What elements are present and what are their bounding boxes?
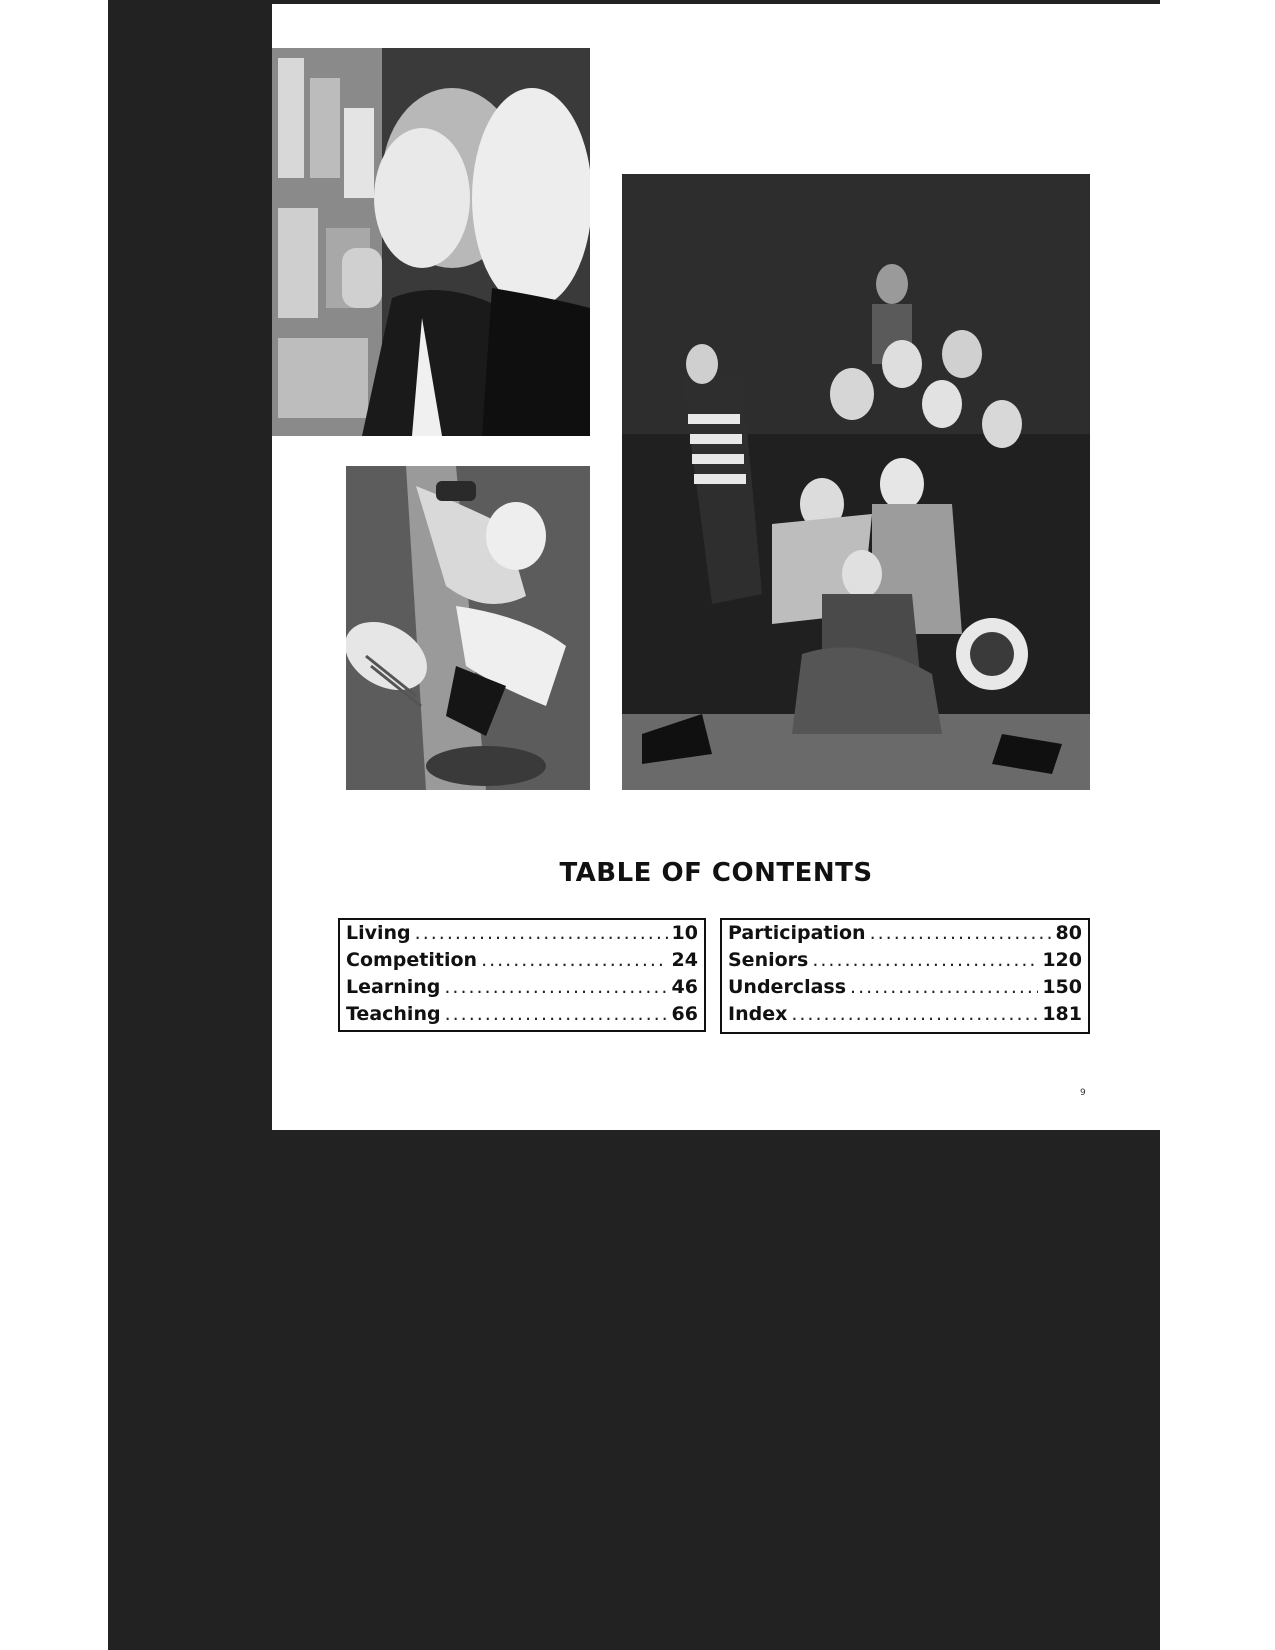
toc-entry[interactable] <box>728 1003 1082 1030</box>
toc-entry[interactable] <box>728 949 1082 976</box>
toc-entry[interactable] <box>728 976 1082 1003</box>
toc-entry[interactable] <box>728 922 1082 949</box>
toc-entry[interactable] <box>346 1003 698 1030</box>
toc-leader-dots <box>812 949 1038 971</box>
toc-title: TABLE OF CONTENTS <box>559 858 873 888</box>
toc-leader-dots <box>791 1003 1038 1025</box>
toc-leader-dots <box>481 949 667 971</box>
toc-entry-label: Seniors <box>728 949 809 971</box>
toc-entry-label: Learning <box>346 976 441 998</box>
toc-entry-label: Competition <box>346 949 478 971</box>
toc-entry-page: 181 <box>1042 1003 1082 1025</box>
toc-entry[interactable] <box>346 976 698 1003</box>
photo-boy-climbing-pole <box>346 466 590 790</box>
toc-left-column <box>338 918 706 1032</box>
toc-entry-page: 66 <box>671 1003 698 1025</box>
photo-group-boys-night <box>622 174 1090 790</box>
toc-entry-page: 80 <box>1055 922 1082 944</box>
toc-entry-label: Living <box>346 922 411 944</box>
toc-leader-dots <box>850 976 1038 998</box>
toc-entry[interactable] <box>346 922 698 949</box>
toc-leader-dots <box>870 922 1052 944</box>
toc-entry-label: Participation <box>728 922 866 944</box>
page-number: 9 <box>1080 1088 1086 1098</box>
toc-entry-page: 10 <box>671 922 698 944</box>
toc-leader-dots <box>445 1003 668 1025</box>
toc-entry-page: 46 <box>671 976 698 998</box>
toc-entry-page: 150 <box>1042 976 1082 998</box>
toc-right-column <box>720 918 1090 1034</box>
toc-entry-label: Teaching <box>346 1003 441 1025</box>
toc-entry-label: Index <box>728 1003 788 1025</box>
toc-leader-dots <box>444 976 667 998</box>
toc-entry[interactable] <box>346 949 698 976</box>
toc-entry-page: 24 <box>671 949 698 971</box>
toc-entry-label: Underclass <box>728 976 847 998</box>
toc-leader-dots <box>415 922 668 944</box>
toc-entry-page: 120 <box>1042 949 1082 971</box>
photo-girl-library <box>272 48 590 436</box>
